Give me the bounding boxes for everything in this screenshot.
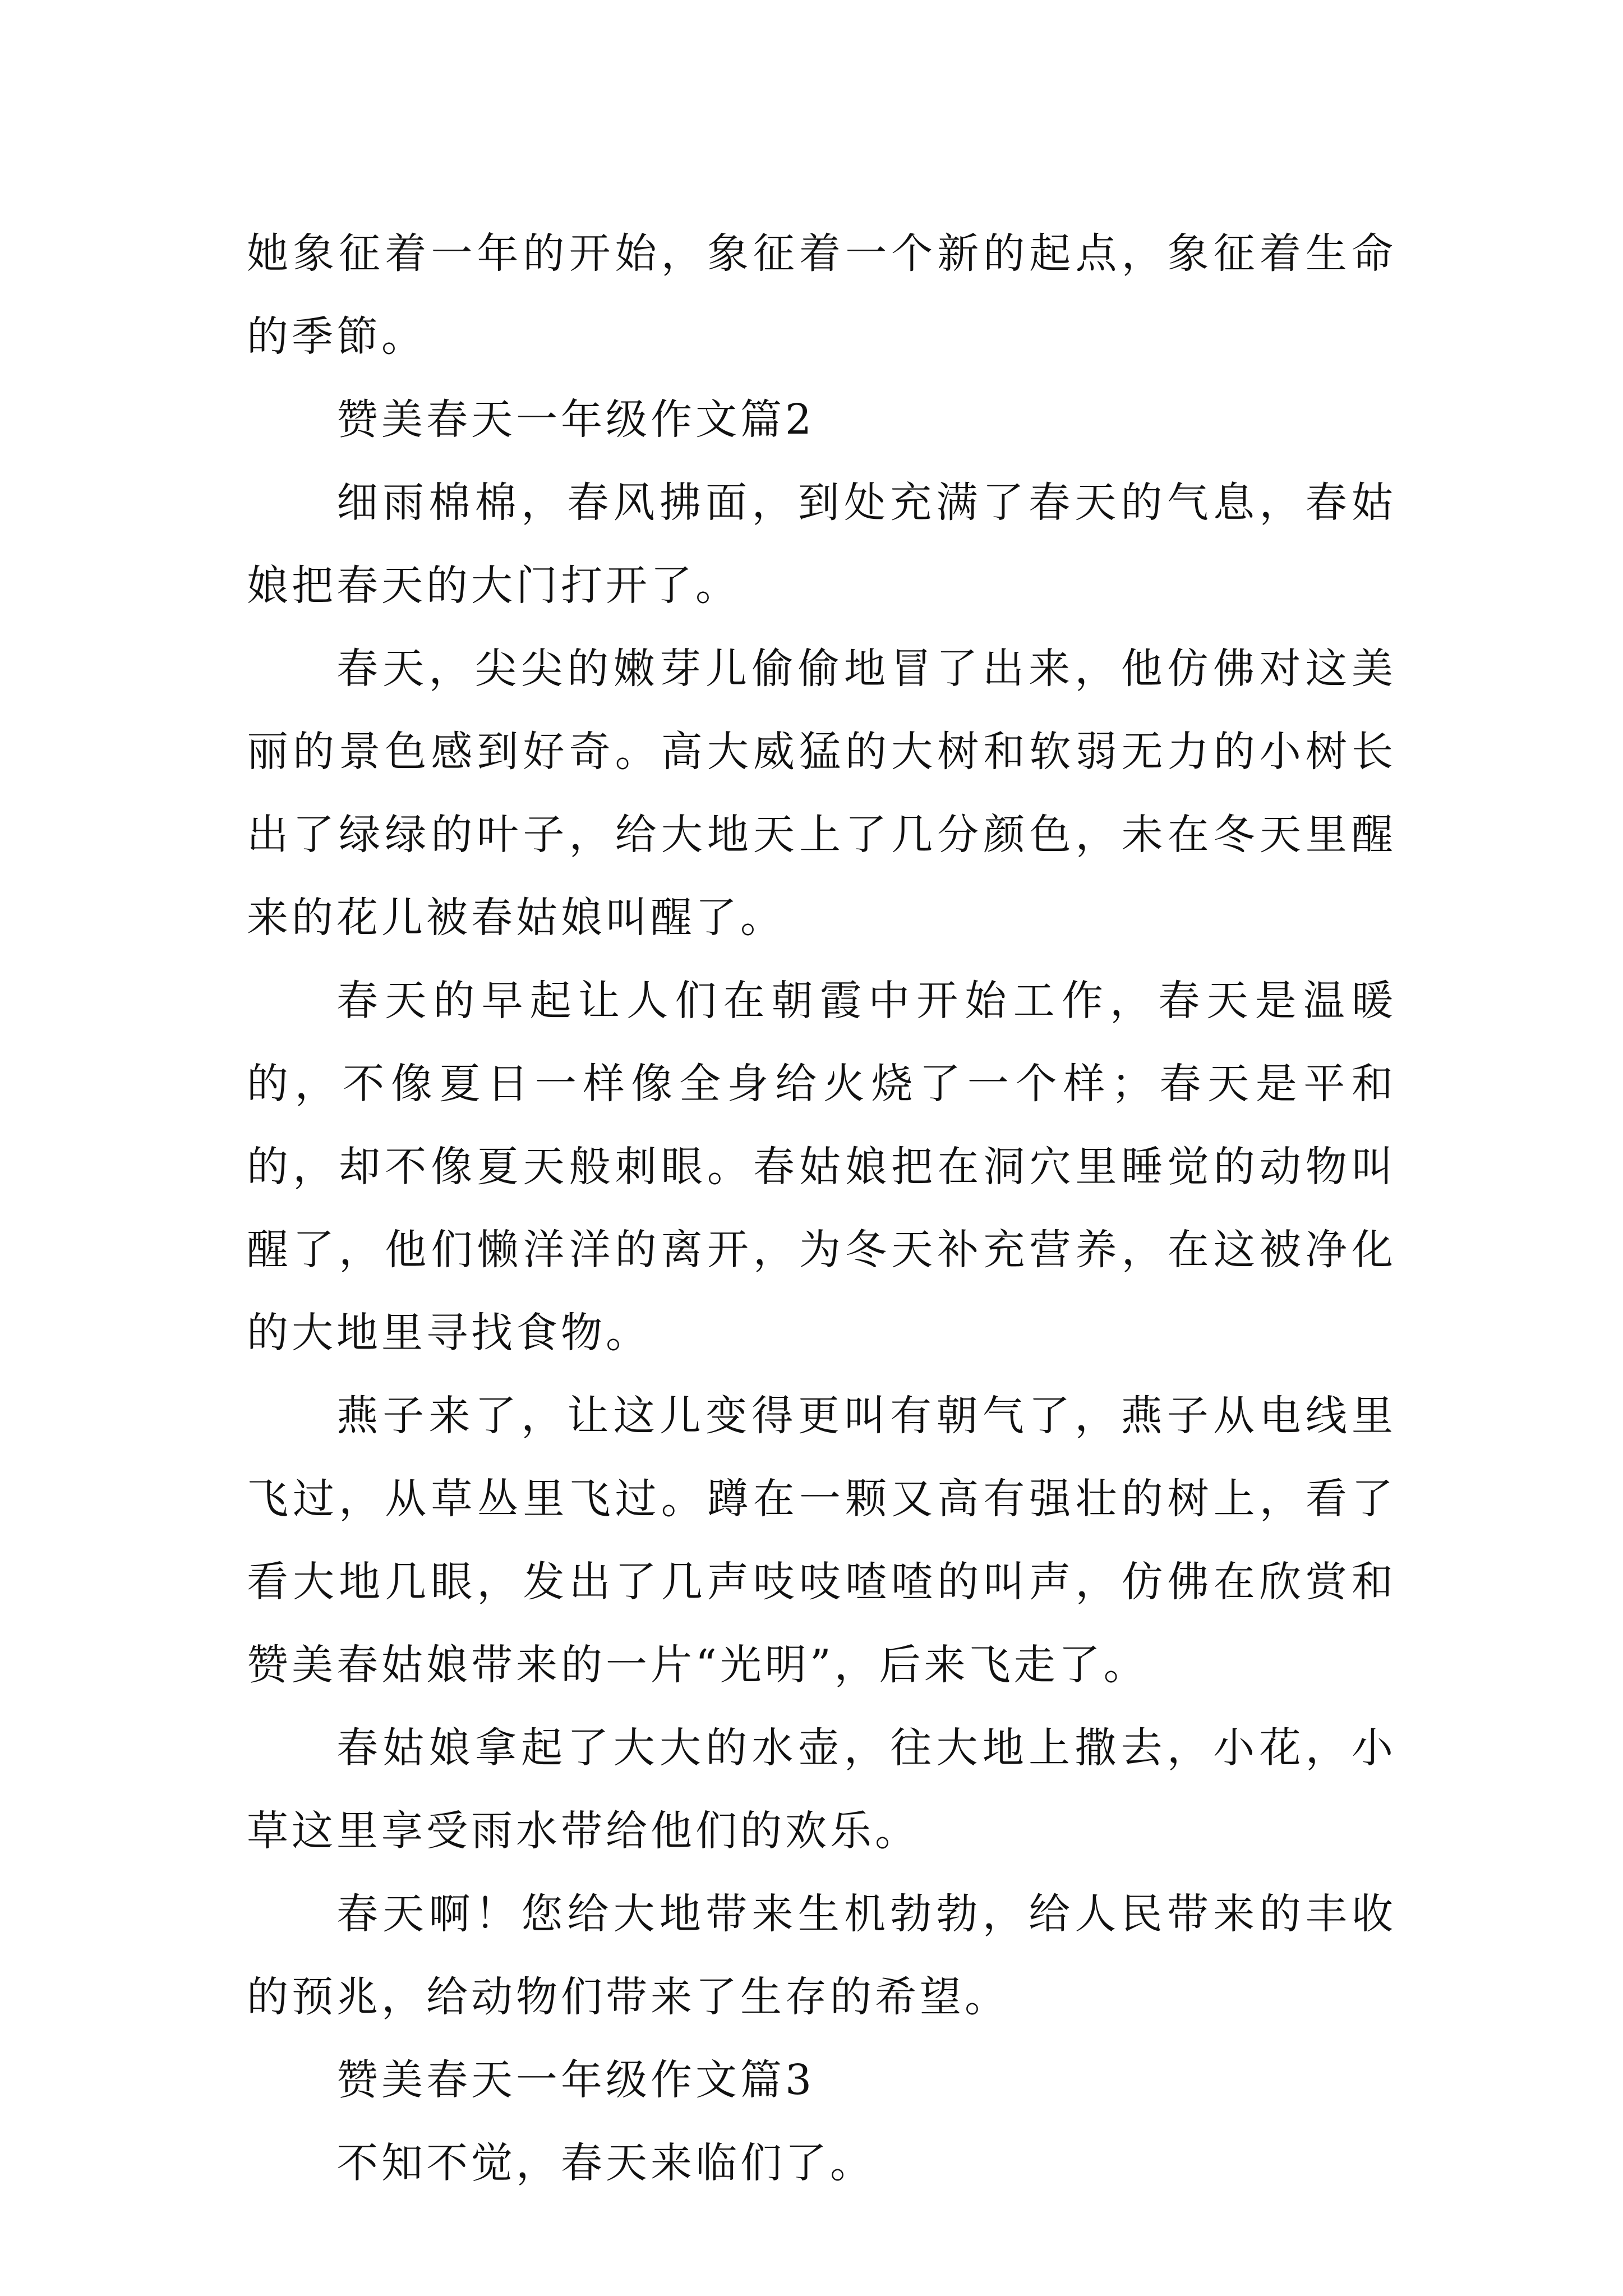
- paragraph-7: 春天啊！您给大地带来生机勃勃，给人民带来的丰收的预兆，给动物们带来了生存的希望。: [247, 1890, 1396, 2021]
- document-body: [247, 212, 1396, 2205]
- section-heading-3: 赞美春天一年级作文篇3: [336, 2056, 815, 2104]
- paragraph-5: 燕子来了，让这儿变得更叫有朝气了，燕子从电线里飞过，从草丛里飞过。蹲在一颗又高有强壮的树上，看了看大地几眼，发出了几声吱吱喳喳的叫声，仿佛在欣赏和赞美春姑娘带来的一片“光明”，后来飞走了。: [247, 1392, 1396, 1689]
- paragraph-4: 春天的早起让人们在朝霞中开始工作，春天是温暖的，不像夏日一样像全身给火烧了一个样；春天是平和的，却不像夏天般刺眼。春姑娘把在洞穴里睡觉的动物叫醒了，他们懒洋洋的离开，为冬天补充营养，在这被净化的大地里寻找食物。: [247, 977, 1396, 1357]
- paragraph-1: 她象征着一年的开始，象征着一个新的起点，象征着生命的季節。: [247, 229, 1396, 361]
- paragraph-2: 细雨棉棉，春风拂面，到处充满了春天的气息，春姑娘把春天的大门打开了。: [247, 478, 1396, 610]
- section-heading-2: 赞美春天一年级作文篇2: [336, 395, 815, 444]
- paragraph-8: 不知不觉，春天来临们了。: [336, 2139, 875, 2187]
- paragraph-3: 春天，尖尖的嫩芽儿偷偷地冒了出来，他仿佛对这美丽的景色感到好奇。高大威猛的大树和软弱无力的小树长出了绿绿的叶子，给大地天上了几分颜色，未在冬天里醒来的花儿被春姑娘叫醒了。: [247, 645, 1396, 942]
- paragraph-6: 春姑娘拿起了大大的水壶，往大地上撒去，小花，小草这里享受雨水带给他们的欢乐。: [247, 1724, 1396, 1855]
